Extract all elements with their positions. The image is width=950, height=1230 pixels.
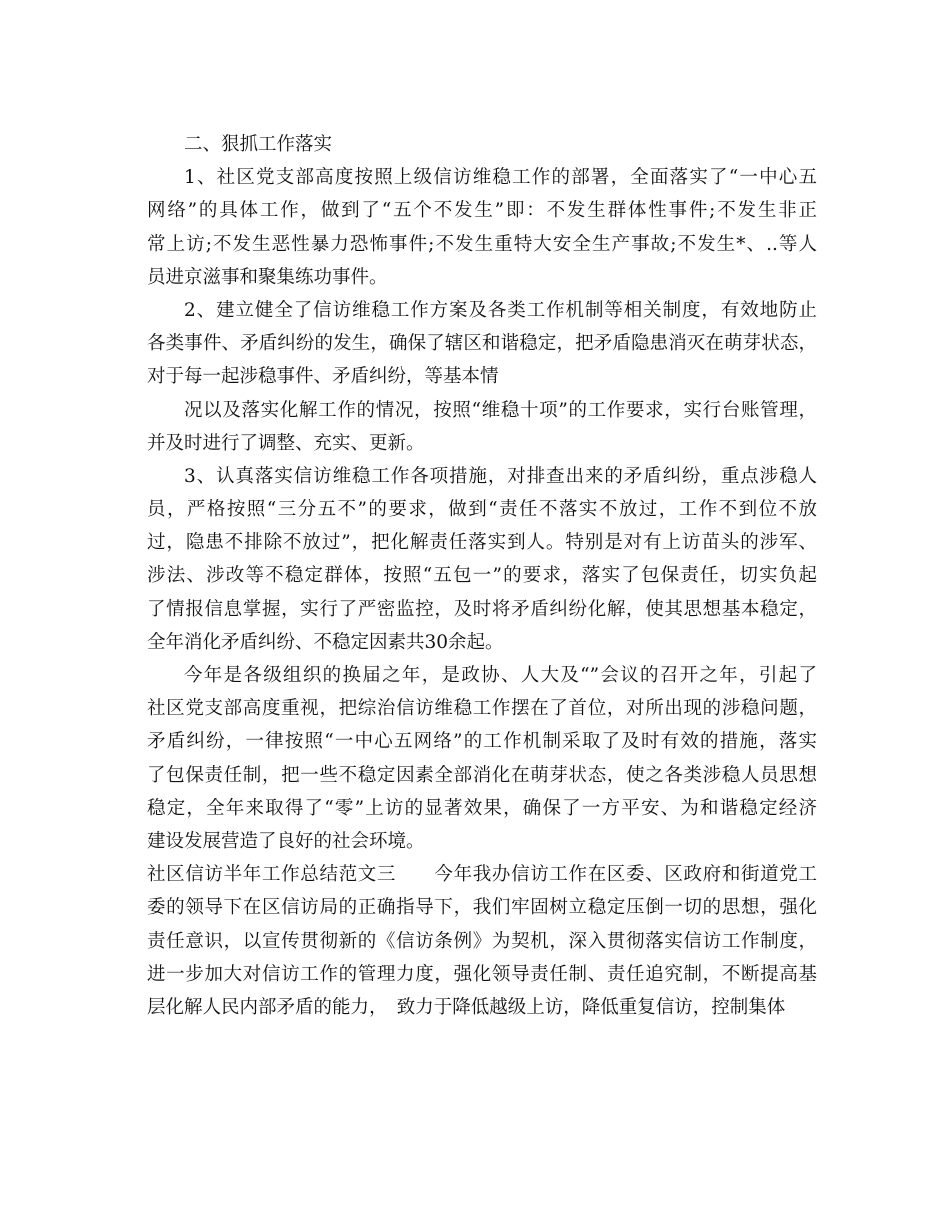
text-line: 过，隐患不排除不放过”，把化解责任落实到人。特别是对有上访苗头的涉军、 — [147, 532, 817, 554]
text-line: 涉法、涉改等不稳定群体，按照“五包一”的要求，落实了包保责任，切实负起 — [147, 565, 817, 587]
text-line: 常上访;不发生恶性暴力恐怖事件;不发生重特大安全生产事故;不发生*、..等人 — [147, 233, 817, 255]
text-line: 网络”的具体工作，做到了“五个不发生”即：不发生群体性事件;不发生非正 — [147, 200, 817, 222]
text-line: 3、认真落实信访维稳工作各项措施，对排查出来的矛盾纠纷，重点涉稳人 — [184, 465, 817, 487]
text-line: 况以及落实化解工作的情况，按照“维稳十项”的工作要求，实行台账管理， — [184, 399, 817, 421]
text-line: 建设发展营造了良好的社会环境。 — [147, 830, 425, 852]
text-line: 稳定，全年来取得了“零”上访的显著效果，确保了一方平安、为和谐稳定经济 — [147, 797, 817, 819]
text-line: 了包保责任制，把一些不稳定因素全部消化在萌芽状态，使之各类涉稳人员思想 — [147, 764, 817, 786]
text-line: 今年是各级组织的换届之年，是政协、人大及“”会议的召开之年，引起了 — [184, 665, 817, 686]
text-line: 员，严格按照“三分五不”的要求，做到“责任不落实不放过，工作不到位不放 — [147, 499, 817, 521]
document-body — [147, 128, 817, 1024]
text-line: 责任意识，以宣传贯彻新的《信访条例》为契机，深入贯彻落实信访工作制度， — [147, 930, 817, 952]
text-line: 社区党支部高度重视，把综治信访维稳工作摆在了首位，对所出现的涉稳问题， — [147, 698, 817, 720]
text-line: 了情报信息掌握，实行了严密监控，及时将矛盾纠纷化解，使其思想基本稳定， — [147, 598, 817, 620]
text-line: 并及时进行了调整、充实、更新。 — [147, 432, 425, 454]
text-line: 进一步加大对信访工作的管理力度，强化领导责任制、责任追究制，不断提高基 — [147, 963, 817, 985]
text-line: 层化解人民内部矛盾的能力， 致力于降低越级上访，降低重复信访，控制集体 — [147, 996, 786, 1018]
text-line: 社区信访半年工作总结范文三 今年我办信访工作在区委、区政府和街道党工 — [147, 864, 817, 886]
text-line: 二、狠抓工作落实 — [184, 134, 333, 155]
text-line: 全年消化矛盾纠纷、不稳定因素共30余起。 — [147, 631, 504, 653]
text-line: 1、社区党支部高度按照上级信访维稳工作的部署，全面落实了“一中心五 — [184, 167, 817, 189]
text-line: 对于每一起涉稳事件、矛盾纠纷，等基本情 — [147, 366, 499, 388]
text-line: 矛盾纠纷，一律按照“一中心五网络”的工作机制采取了及时有效的措施，落实 — [147, 731, 817, 753]
text-line: 2、建立健全了信访维稳工作方案及各类工作机制等相关制度，有效地防止 — [184, 299, 817, 321]
text-line: 员进京滋事和聚集练功事件。 — [147, 266, 388, 288]
text-line: 各类事件、矛盾纠纷的发生，确保了辖区和谐稳定，把矛盾隐患消灭在萌芽状态， — [147, 333, 817, 355]
text-line: 委的领导下在区信访局的正确指导下，我们牢固树立稳定压倒一切的思想，强化 — [147, 897, 817, 919]
